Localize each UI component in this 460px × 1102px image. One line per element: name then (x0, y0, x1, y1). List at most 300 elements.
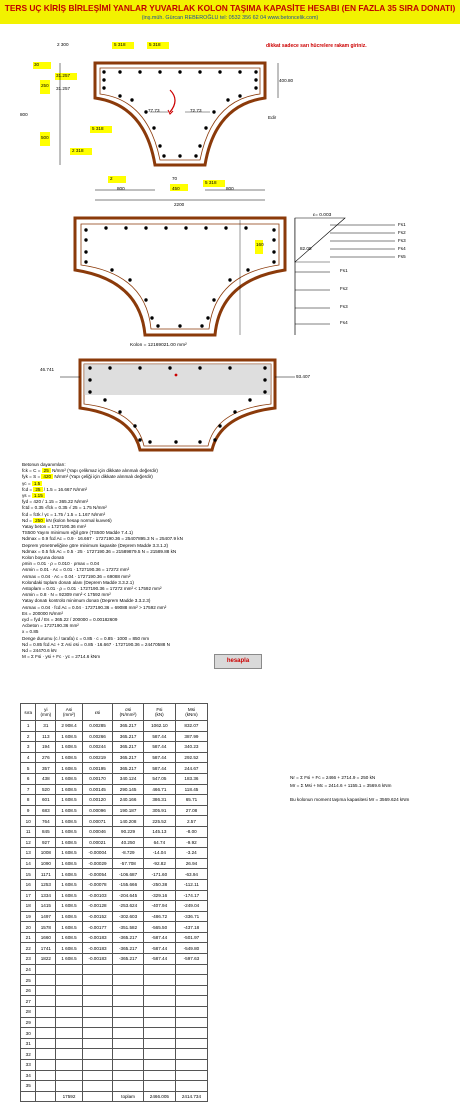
calc-line: Ndmax = 0.9 fcd Ac = 0.9 · 16.667 · 1727190.36 = 25407895.3 N = 25407.9 kN (22, 536, 183, 542)
table-cell: -9.92 (175, 837, 207, 848)
calc-line: Asmax = 0.04 · Ac = 0.04 · 1727190.36 = 69088 mm² (22, 573, 131, 579)
rebar-dot (108, 366, 111, 369)
table-cell: 683 (36, 805, 56, 816)
dim-h3: 31.257 (56, 86, 71, 91)
table-header-cell: Msi (kNm) (175, 704, 207, 721)
table-cell: 1171 (36, 869, 56, 880)
rebar-dot (233, 410, 236, 413)
strain-r1: Fs1 (398, 222, 406, 227)
table-cell: 0.00046 (82, 826, 113, 837)
rebar-dot (263, 366, 266, 369)
table-cell: 764 (36, 816, 56, 827)
rebar-table (20, 703, 208, 1102)
dim-total: 2200 (174, 202, 185, 207)
table-cell (113, 1060, 144, 1071)
table-cell: 13 (21, 848, 36, 859)
table-cell: -155.666 (113, 879, 144, 890)
table-cell: -3.24 (175, 848, 207, 859)
table-cell: 24 (21, 964, 36, 975)
table-cell: 194 (36, 742, 56, 753)
table-cell: -0.00004 (82, 848, 113, 859)
table-cell: 31 (36, 721, 56, 732)
table-cell: 65.71 (175, 795, 207, 806)
table-row (21, 901, 208, 912)
dim-dir: Edir (268, 115, 277, 120)
table-cell (56, 1070, 82, 1081)
table-cell: 3 (21, 742, 36, 753)
dim-r2: 72.73 (190, 108, 202, 113)
table-row (21, 1081, 208, 1092)
table-row (21, 1070, 208, 1081)
table-cell (82, 996, 113, 1007)
table-cell: -329.16 (143, 890, 175, 901)
table-row (21, 721, 208, 732)
table-cell: 14 (21, 858, 36, 869)
calc-line: Asmax = 0.04 · fcd Ac = 0.04 · 1727190.36 = 69088 mm² > 17592 mm² (22, 604, 167, 610)
table-cell: 1 608.5 (56, 848, 82, 859)
table-cell: 587.44 (143, 752, 175, 763)
calc-input-value[interactable]: 1.5 (33, 480, 41, 486)
table-row (21, 1060, 208, 1071)
rebar-dot (118, 94, 121, 97)
table-row (21, 879, 208, 890)
table-cell (143, 1028, 175, 1039)
table-cell: 1 608.5 (56, 784, 82, 795)
calc-input-value[interactable]: 1.15 (33, 493, 43, 499)
table-cell: 601 (36, 795, 56, 806)
table-cell: -0.00128 (82, 901, 113, 912)
table-cell (143, 985, 175, 996)
table-cell: -365.217 (113, 932, 144, 943)
table-cell: 1 608.5 (56, 911, 82, 922)
rebar-dot (272, 228, 275, 231)
side-nr: Nr = Σ Fsi + Fc = 2466 + 2714.9 = 250 kN (290, 775, 376, 780)
table-cell (113, 1049, 144, 1060)
strain-r5: Fs5 (398, 254, 406, 259)
table-cell: -174.17 (175, 890, 207, 901)
label-top-bar2: 5 318 (149, 42, 161, 47)
calc-line: γs = 1.15 (22, 493, 43, 499)
calc-line: Acbeton = 1727190.36 mm² (22, 623, 79, 629)
table-cell (175, 964, 207, 975)
table-cell: 1497 (36, 911, 56, 922)
rebar-dot (162, 154, 165, 157)
rebar-dot (228, 366, 231, 369)
table-header-cell: sıra (21, 704, 36, 721)
calc-line: Astoplam = 0.01 · ρ = 0.01 · 1727190.36 = 17272 mm² < 17592 mm² (22, 586, 162, 592)
rebar-dot (272, 260, 275, 263)
table-cell: 1 608.5 (56, 773, 82, 784)
table-header-cell: yi (mm) (36, 704, 56, 721)
table-cell: 19 (21, 911, 36, 922)
table-cell (36, 1007, 56, 1018)
table-cell: 140.208 (113, 816, 144, 827)
table-cell: 587.44 (143, 742, 175, 753)
table-cell (113, 1017, 144, 1028)
table-cell (113, 975, 144, 986)
rebar-dot (194, 154, 197, 157)
table-cell (82, 985, 113, 996)
table-footer-cell: 17592 (56, 1091, 82, 1102)
table-cell: 1 608.5 (56, 869, 82, 880)
table-cell: 357 (36, 763, 56, 774)
table-row (21, 784, 208, 795)
rebar-dot (138, 438, 141, 441)
table-cell (175, 996, 207, 1007)
calc-input-value[interactable]: 250 (35, 517, 43, 523)
strain-top: ε= 0.003 (313, 213, 332, 218)
calc-line: Denge durumu (c / tarafa) c = 0.85 · c = 0.85 · 1000 = 850 mm (22, 635, 150, 641)
page-subtitle: (inş.müh. Gürcan REBEROĞLU tel: 0532 356 62 04 www.betoncelik.com) (141, 15, 319, 21)
table-cell: -587.44 (143, 954, 175, 965)
dim-v2: 500 (41, 135, 49, 140)
table-cell: 225.52 (143, 816, 175, 827)
table-cell (56, 964, 82, 975)
table-cell: 25 (21, 975, 36, 986)
table-cell: -597.63 (175, 954, 207, 965)
table-cell: -0.00183 (82, 943, 113, 954)
rebar-dot (168, 366, 171, 369)
rebar-dot (228, 278, 231, 281)
table-cell: -0.00103 (82, 890, 113, 901)
rebar-dot (213, 438, 216, 441)
table-cell: 292.52 (175, 752, 207, 763)
table-cell: 1090 (36, 858, 56, 869)
dim-h2: 31.257 (56, 73, 71, 78)
table-header-cell: Fsi (kN) (143, 704, 175, 721)
table-cell (56, 1017, 82, 1028)
rebar-dot (238, 94, 241, 97)
table-cell: 365.217 (113, 742, 144, 753)
calc-line: Nd = 0.85 fcd Ac + Σ Asi σsi = 0.85 · 16.667 · 1727190.36 = 24470588 N (22, 641, 170, 647)
table-footer-cell: 2414.734 (175, 1091, 207, 1102)
rebar-dot (218, 424, 221, 427)
rebar-dot (164, 226, 167, 229)
axial-label: Kolon = 12169021.00 mm² (130, 343, 187, 348)
table-cell: -486.72 (143, 911, 175, 922)
section-drawing-axial (60, 360, 295, 450)
table-row (21, 742, 208, 753)
table-cell (113, 996, 144, 1007)
table-row (21, 954, 208, 965)
table-cell (36, 1049, 56, 1060)
table-cell: 34 (21, 1070, 36, 1081)
calc-line: fck = C = 25 N/mm² (Yapı çelikmaz için dikkate alınmalı değerdir) (22, 468, 158, 474)
rebar-dot (198, 366, 201, 369)
table-cell: 26.94 (175, 858, 207, 869)
calc-line: fcd = fctk / γc = 1.75 / 1.5 = 1.167 N/mm² (22, 511, 106, 517)
rebar-dot (84, 250, 87, 253)
table-row (21, 911, 208, 922)
calc-input-value[interactable]: 25 (35, 486, 41, 492)
rebar-dot (244, 226, 247, 229)
table-row (21, 869, 208, 880)
table-cell: 31 (21, 1038, 36, 1049)
table-cell: -253.624 (113, 901, 144, 912)
strain-d1: 82.05 (300, 246, 312, 251)
table-cell: -351.582 (113, 922, 144, 933)
table-row (21, 816, 208, 827)
rebar-dot (102, 78, 105, 81)
label-bar-b: 5 318 (92, 126, 104, 131)
table-cell: 145.13 (143, 826, 175, 837)
table-cell: 1 608.5 (56, 731, 82, 742)
table-row (21, 837, 208, 848)
rebar-dot (133, 424, 136, 427)
table-cell (143, 1060, 175, 1071)
rebar-dot (156, 324, 159, 327)
table-cell: 113 (36, 731, 56, 742)
axial-left: 46.741 (40, 367, 55, 372)
table-cell: 832.07 (175, 721, 207, 732)
table-cell: 365.217 (113, 721, 144, 732)
table-cell: -336.71 (175, 911, 207, 922)
table-cell: 12 (21, 837, 36, 848)
table-cell: 2.57 (175, 816, 207, 827)
table-cell: 0.00219 (82, 752, 113, 763)
table-cell: -8.729 (113, 848, 144, 859)
calc-line: εyd = fyd / Es = 365.22 / 200000 = 0.00182609 (22, 617, 118, 623)
table-cell: -587.44 (143, 932, 175, 943)
calc-line: Nd = 24470.6 kN (22, 648, 57, 654)
rebar-dot (158, 70, 161, 73)
table-cell: 30 (21, 1028, 36, 1039)
table-cell: 28 (21, 1007, 36, 1018)
table-cell (56, 1028, 82, 1039)
table-cell (82, 1081, 113, 1092)
rebar-dot (254, 70, 257, 73)
table-cell (175, 1038, 207, 1049)
table-cell (175, 1028, 207, 1039)
label-bar-c: 2 318 (72, 148, 84, 153)
table-row (21, 922, 208, 933)
table-cell: 0.00266 (82, 731, 113, 742)
table-cell: 8 (21, 795, 36, 806)
table-cell: 17 (21, 890, 36, 901)
table-cell: 16 (21, 879, 36, 890)
section-drawing-top (33, 42, 278, 200)
table-cell: 4 (21, 752, 36, 763)
rebar-dot (263, 378, 266, 381)
table-cell: 0.00071 (82, 816, 113, 827)
table-cell: 11 (21, 826, 36, 837)
table-cell: -365.217 (113, 954, 144, 965)
table-cell: 547.05 (143, 773, 175, 784)
table-cell (113, 1038, 144, 1049)
table-cell: -302.603 (113, 911, 144, 922)
rebar-dot (198, 144, 201, 147)
table-cell: 0.00244 (82, 742, 113, 753)
table-cell (56, 1060, 82, 1071)
table-cell: -0.00183 (82, 954, 113, 965)
dim-side-h: 400.80 (279, 78, 294, 83)
table-row (21, 985, 208, 996)
rebar-dot (150, 316, 153, 319)
dim-r1: 77.73 (148, 108, 160, 113)
table-footer-cell (36, 1091, 56, 1102)
table-cell: 365.217 (113, 763, 144, 774)
table-cell (36, 1060, 56, 1071)
label-low-70: 70 (172, 176, 178, 181)
calc-line: TS500 Yayını minimum eğil göre (TS500 Madde 7.4.1) (22, 530, 133, 536)
table-cell: 520 (36, 784, 56, 795)
table-cell (36, 1081, 56, 1092)
table-header-cell: εsi (82, 704, 113, 721)
rebar-dot (204, 226, 207, 229)
table-header-cell: σsi (N/mm²) (113, 704, 144, 721)
table-cell: 90.229 (113, 826, 144, 837)
table-cell (36, 985, 56, 996)
table-cell: -204.645 (113, 890, 144, 901)
table-cell: 10 (21, 816, 36, 827)
rebar-dot (88, 390, 91, 393)
calc-input-value[interactable]: 25 (43, 468, 49, 474)
table-cell: 1 608.5 (56, 826, 82, 837)
table-cell: -57.708 (113, 858, 144, 869)
table-cell: -0.00177 (82, 922, 113, 933)
table-cell: 1 608.5 (56, 742, 82, 753)
table-cell (143, 1007, 175, 1018)
calc-input-value[interactable]: 420 (43, 474, 52, 480)
table-cell: 1 608.5 (56, 763, 82, 774)
table-cell: 1415 (36, 901, 56, 912)
calc-line: γc = 1.5 (22, 480, 41, 486)
table-row (21, 1038, 208, 1049)
strain-r2: Fs2 (398, 230, 406, 235)
strain-d3: 160 (256, 242, 264, 247)
table-cell: 1578 (36, 922, 56, 933)
rebar-dot (224, 226, 227, 229)
table-cell: 276 (36, 752, 56, 763)
table-cell: -0.00029 (82, 858, 113, 869)
table-cell: 1 608.5 (56, 837, 82, 848)
dim-v3: 800 (20, 112, 28, 117)
table-cell (175, 1017, 207, 1028)
table-cell: 183.36 (175, 773, 207, 784)
table-cell: 27.08 (175, 805, 207, 816)
table-cell: 1008 (36, 848, 56, 859)
dim-h1: 30 (34, 62, 40, 67)
table-cell (36, 1038, 56, 1049)
notice-text: dikkat sadece sarı hücrelere rakam giriniz. (266, 43, 367, 49)
table-cell: -437.18 (175, 922, 207, 933)
table-cell: 1 608.5 (56, 954, 82, 965)
table-cell: 2 908.4 (56, 721, 82, 732)
table-cell: -0.00152 (82, 911, 113, 922)
table-cell (82, 1007, 113, 1018)
table-footer-row (21, 1091, 208, 1102)
table-cell (113, 985, 144, 996)
table-cell (36, 996, 56, 1007)
rebar-dot (148, 440, 151, 443)
table-cell (56, 975, 82, 986)
table-row (21, 805, 208, 816)
table-cell: 1 608.5 (56, 858, 82, 869)
rebar-dot (138, 366, 141, 369)
table-cell (36, 1017, 56, 1028)
strain-r3: Fs3 (398, 238, 406, 243)
calc-line: fctd = 0.35 √fck = 0.35 √ 25 = 1.75 N/mm² (22, 505, 107, 511)
table-cell: 240.166 (113, 795, 144, 806)
rebar-dot (130, 98, 133, 101)
calc-line: Es = 200000 N/mm² (22, 610, 63, 616)
table-cell: -587.44 (143, 943, 175, 954)
calc-line: Kolondaki toplam donatı alanı (Deprem Madde 3.3.2.1) (22, 579, 134, 585)
table-cell: 9 (21, 805, 36, 816)
table-cell: 244.67 (175, 763, 207, 774)
table-cell: -249.04 (175, 901, 207, 912)
side-mr: Mr = Σ Msi + Mc = 2414.6 + 1155.1 = 3569.6 kNm (290, 783, 392, 788)
table-cell (56, 1038, 82, 1049)
table-cell: 290.145 (113, 784, 144, 795)
table-cell (82, 964, 113, 975)
rebar-dot (110, 268, 113, 271)
table-row (21, 890, 208, 901)
table-cell: 1062.10 (143, 721, 175, 732)
table-cell: 26 (21, 985, 36, 996)
table-cell: 0.00096 (82, 805, 113, 816)
table-row (21, 1049, 208, 1060)
table-row (21, 752, 208, 763)
table-cell: -0.00183 (82, 932, 113, 943)
table-cell: 1 608.5 (56, 943, 82, 954)
rebar-dot (178, 70, 181, 73)
table-cell: 1334 (36, 890, 56, 901)
table-cell: -365.217 (113, 943, 144, 954)
calc-line: fyk = S = 420 N/mm² (Yapı çeliği için dikkate alınmalı değerdir) (22, 474, 153, 480)
table-cell (56, 1007, 82, 1018)
rebar-dot (103, 398, 106, 401)
table-cell (56, 1049, 82, 1060)
rebar-dot (263, 390, 266, 393)
table-cell: 587.44 (143, 763, 175, 774)
table-cell: 32 (21, 1049, 36, 1060)
table-footer-cell (82, 1091, 113, 1102)
table-cell: 22 (21, 943, 36, 954)
table-cell: 6 (21, 773, 36, 784)
table-row (21, 943, 208, 954)
table-cell: 0.00145 (82, 784, 113, 795)
calculation-block (22, 462, 292, 661)
label-top-bar: 5 318 (114, 42, 126, 47)
table-cell (113, 1028, 144, 1039)
table-cell (143, 996, 175, 1007)
table-footer-cell (21, 1091, 36, 1102)
rebar-dot (128, 278, 131, 281)
table-row (21, 975, 208, 986)
table-cell (113, 1081, 144, 1092)
rebar-dot (212, 298, 215, 301)
table-cell (143, 1081, 175, 1092)
table-body (21, 721, 208, 1092)
table-cell (82, 975, 113, 986)
table-cell: 386.31 (143, 795, 175, 806)
table-cell: 1741 (36, 943, 56, 954)
calc-line: Betonun dayanımları: (22, 462, 66, 467)
table-cell (175, 975, 207, 986)
table-cell: 1 608.5 (56, 816, 82, 827)
table-cell: 305.91 (143, 805, 175, 816)
hesapla-button[interactable]: hesapla (214, 654, 262, 669)
rebar-dot (84, 260, 87, 263)
table-cell (113, 1007, 144, 1018)
table-cell (36, 1028, 56, 1039)
table-cell: -0.00078 (82, 879, 113, 890)
table-row (21, 996, 208, 1007)
table-cell (175, 1081, 207, 1092)
calc-line: Asmin = 0.8 · N = 92309 mm² < 17592 mm² (22, 592, 111, 598)
table-cell: 587.44 (143, 731, 175, 742)
